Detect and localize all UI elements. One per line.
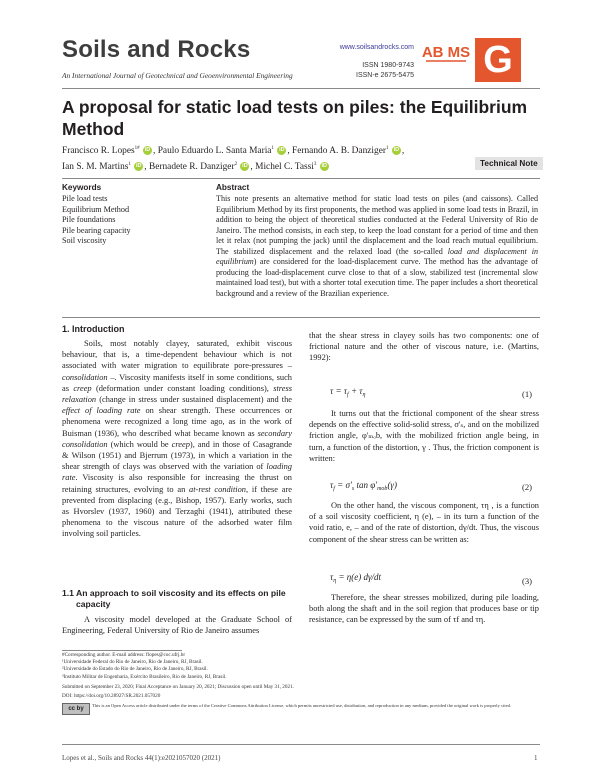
author-affiliation: 3: [313, 162, 317, 167]
journal-title: Soils and Rocks: [62, 36, 251, 63]
subsection-heading-line-2: capacity: [76, 599, 111, 609]
issn: ISSN 1980-9743: [362, 62, 414, 69]
orcid-icon[interactable]: iD: [279, 147, 285, 154]
footnotes: [62, 652, 227, 681]
submission-dates: Submitted on September 23, 2020; Final Acceptance on January 20, 2021; Discussion open until May 31, 2021.: [62, 684, 294, 690]
abstract-text: This note presents an alternative method for static load tests on piles (and caissons). Called Equilibrium Method by its first proponents, the method was applied in some load tests in Brazil, in addition to being the object of theoretical studies conducted at the Federal University of Rio de Janeiro. The method consists, in each step, to keep the load constant for a period of time and then let it relax (not pumping the jack) until the displacement and the load reach mutual equilibrium. The stabilized displacement and the relaxed load (the so-called: [216, 194, 538, 256]
geoscience-logo: [475, 38, 521, 82]
author-name[interactable]: Michel C. Tassi: [255, 162, 314, 172]
equation-2-number: (2): [522, 482, 533, 492]
abstract-divider: [62, 317, 540, 318]
cc-license-badge[interactable]: [62, 703, 90, 715]
geoscience-logo-letter: G: [483, 39, 513, 81]
title-divider: [62, 178, 540, 179]
right-column-paragraph-3: [309, 500, 539, 545]
paragraph: On the other hand, the viscous component, τη , is a function of a soil viscosity coefficient, η (e), – in its turn a function of the void ratio, e, – and of the rate of distortion, dγ/dt. Thus, the viscous component of the shear stress can be written as:: [309, 501, 539, 544]
author-name[interactable]: Ian S. M. Martins: [62, 162, 129, 172]
right-column-paragraph-1: [309, 330, 539, 364]
author-affiliation: 2: [234, 162, 238, 167]
keywords-list: [62, 194, 131, 247]
right-column-paragraph-2: [309, 408, 539, 464]
eissn: ISSN-e 2675-5475: [356, 72, 414, 79]
paragraph: Soils, most notably clayey, saturated, exhibit viscous behaviour, that is, a time-dependent behaviour which is not associated with water migration to equilibrate pore-pressures – consolidation –. Viscosity manifests itself in some conditions, such as creep (deformation under constant loading conditions), stress relaxation (change in stress under sustained displacement) and the effect of loading rate on shear strength. These occurrences or phenomena were recognized a long time ago, as in the work of Buisman (1936), who described what became known as secondary consolidation (which would be creep), and in those of Casagrande & Wilson (1951) and Bjerrum (1973), in which a variation in the shear strength of clays was observed with the variation of loading rate. Viscosity is also responsible for increasing the thrust on retaining structures, evolving to an at-rest condition, if these are prevented from displacing (e.g., Bishop, 1957). Early works, such as Hvorslev (1937, 1960) and Terzaghi (1941), attributed these phenomena to the viscous nature of the adsorbed water film involving soil particles.: [62, 339, 292, 539]
section-heading-introduction: 1. Introduction: [62, 324, 125, 334]
abstract-text: ) are considered for the load-displacement curve. The method has the advantage of producing the load-displacement curve close to that of a slow, stabilized test (incremental slow maintained load test), but with a shorter total execution time. The paper includes a short theoretical background and a review of the Brazilian experience.: [216, 257, 538, 298]
equation-3-number: (3): [522, 576, 533, 586]
equation-2: $\tau_f = \sigma'_s$ $\tan \varphi'_{mob}(\gamma)$: [330, 480, 397, 492]
author-list-line-2: Ian S. M. Martins$^1$ iD , Bernadete R. Danziger$^2$ iD , Michel C. Tassi$^3$ iD: [62, 162, 328, 172]
header-divider: [62, 88, 540, 89]
author-name[interactable]: Fernando A. B. Danziger: [292, 146, 386, 156]
subsection-heading: [62, 588, 292, 610]
orcid-icon[interactable]: iD: [393, 147, 400, 154]
article-title: [62, 96, 532, 140]
subsection-heading-line-1: 1.1 An approach to soil viscosity and its effects on pile: [62, 588, 286, 598]
abstract-heading: Abstract: [216, 183, 250, 192]
author-name[interactable]: Bernadete R. Danziger: [148, 162, 235, 172]
author-name[interactable]: Paulo Eduardo L. Santa Maria: [157, 146, 272, 156]
journal-subtitle: An International Journal of Geotechnical and Geoenvironmental Engineering: [62, 71, 293, 80]
keyword-item: Pile bearing capacity: [62, 225, 131, 235]
footnote-divider: [62, 650, 182, 651]
doi-link[interactable]: DOI: https://doi.org/10.28927/SR.2021.057020: [62, 693, 161, 699]
abms-logo-text: AB MS: [422, 44, 470, 61]
keywords-heading: Keywords: [62, 183, 102, 192]
paragraph: A viscosity model developed at the Graduate School of Engineering, Federal University of Rio de Janeiro assumes: [62, 615, 292, 636]
abstract-italic-text: load and displacement in equilibrium: [216, 246, 538, 266]
abms-logo: [422, 40, 470, 80]
license-text: This is an Open Access article distributed under the terms of the Creative Commons Attribution License, which permits unrestricted use, distribution, and reproduction in any medium, provided the original work is properly cited.: [92, 703, 512, 708]
keyword-item: Equilibrium Method: [62, 204, 130, 214]
paragraph: Therefore, the shear stresses mobilized, during pile loading, both along the shaft and in the soil region that produces base or tip resistance, can be expressed by the sum of τf and τη.: [309, 593, 539, 625]
footnote-affiliation: ³Instituto Militar de Engenharia, Exército Brasileiro, Rio de Janeiro, RJ, Brasil.: [62, 673, 227, 680]
journal-url[interactable]: www.soilsandrocks.com: [339, 44, 414, 51]
paragraph: that the shear stress in clayey soils has two components: one of frictional nature and the other of viscous nature, i.e. (Martins, 1992):: [309, 331, 539, 363]
article-title-line-2: Method: [62, 119, 125, 139]
orcid-icon[interactable]: iD: [242, 163, 248, 170]
paragraph: It turns out that the frictional component of the shear stress depends on the effective solid-solid stress, σ'ₛ, and on the mobilized friction angle, φ'ₘₒb, with the mobilized friction angle being, in turn, a function of the distortion, γ . Thus, the friction component is written:: [309, 409, 539, 463]
keyword-item: Pile load tests: [62, 194, 108, 203]
article-type-badge: Technical Note: [475, 157, 543, 170]
keyword-item: Pile foundations: [62, 215, 116, 224]
orcid-icon[interactable]: iD: [136, 163, 142, 170]
page-citation: Lopes et al., Soils and Rocks 44(1):e2021057020 (2021): [62, 754, 221, 762]
author-affiliation: 1: [128, 162, 131, 167]
equation-1: $\tau = \tau_f + \tau_\eta$: [330, 386, 366, 398]
author-list-line-1: Francisco R. Lopes$^{1\#}$ iD , Paulo Eduardo L. Santa Maria$^1$ iD , Fernando A. B. Danziger$^1$ iD ,: [62, 146, 405, 156]
left-column-body: [62, 338, 292, 540]
page-number: 1: [534, 754, 538, 762]
right-column-paragraph-4: [309, 592, 539, 626]
footer-divider: [62, 744, 540, 745]
footnote-affiliation: ²Universidade do Estado do Rio de Janeiro, Rio de Janeiro, RJ, Brasil.: [62, 666, 208, 673]
author-name[interactable]: Francisco R. Lopes: [62, 146, 135, 156]
author-affiliation: 1: [386, 146, 389, 151]
left-column-paragraph-2: [62, 614, 292, 636]
keyword-item: Soil viscosity: [62, 236, 107, 245]
author-affiliation: 1#: [134, 146, 140, 151]
author-affiliation: 1: [271, 146, 274, 151]
orcid-icon[interactable]: iD: [321, 163, 328, 170]
equation-1-number: (1): [522, 389, 533, 399]
footnote-corresponding: #Corresponding author. E-mail address: flopes@coc.ufrj.br: [62, 652, 186, 658]
article-title-line-1: A proposal for static load tests on piles: the Equilibrium: [62, 97, 528, 117]
footnote-affiliation: ¹Universidade Federal do Rio de Janeiro, Rio de Janeiro, RJ, Brasil.: [62, 659, 203, 666]
abstract-body: [216, 194, 538, 299]
orcid-icon[interactable]: iD: [144, 147, 151, 154]
cc-license-label: cc by: [68, 706, 84, 712]
equation-3: $\tau_\eta = \eta(e)$ dγ/dt: [330, 572, 382, 584]
